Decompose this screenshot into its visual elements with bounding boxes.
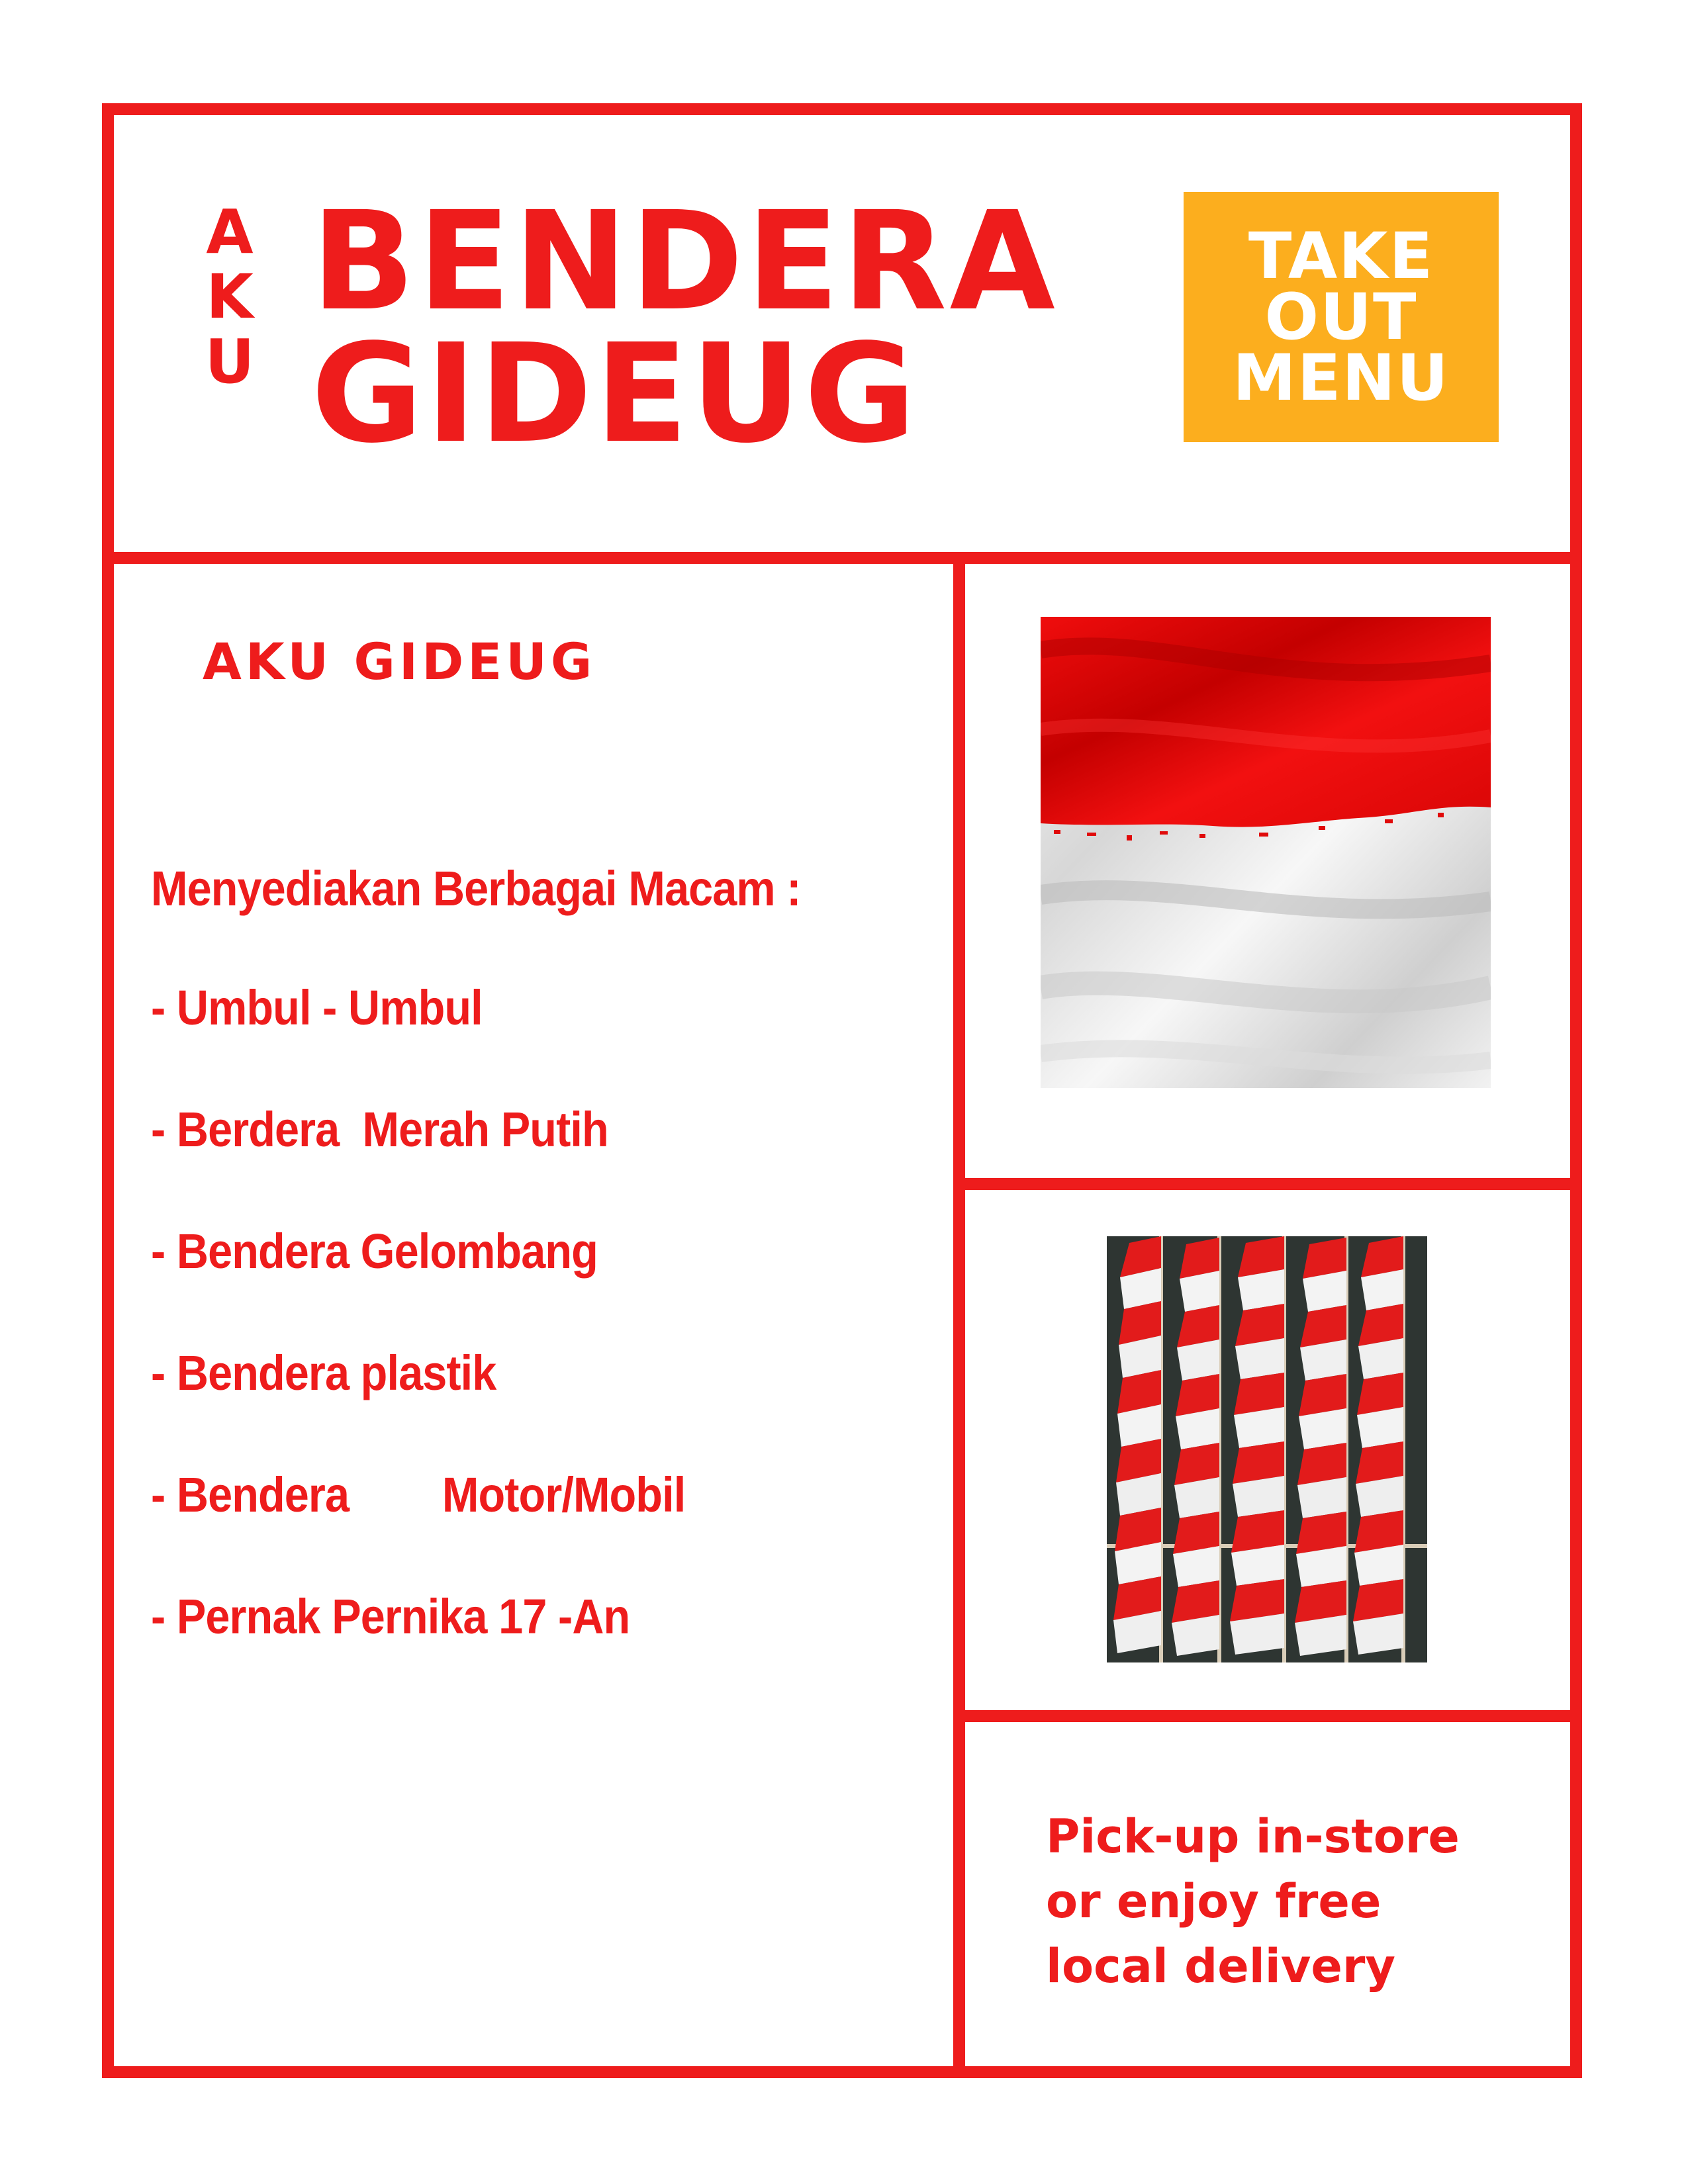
badge-line: OUT: [1264, 280, 1418, 354]
product-list: [151, 860, 873, 1710]
list-item: - Bendera plastik: [151, 1345, 496, 1400]
vertical-letter: K: [206, 261, 254, 332]
badge-line: TAKE: [1248, 219, 1434, 293]
badge-line: MENU: [1233, 341, 1450, 415]
list-item: - Berdera Merah Putih: [151, 1102, 608, 1157]
delivery-line: Pick-up in-store: [1046, 1809, 1460, 1864]
list-item: - Pernak Pernika 17 -An: [151, 1589, 630, 1644]
title-line-1: BENDERA: [311, 182, 1058, 341]
list-intro: Menyediakan Berbagai Macam :: [151, 861, 801, 916]
flag-illustration: [1041, 617, 1491, 1088]
delivery-line: local delivery: [1046, 1939, 1396, 1993]
title-line-2: GIDEUG: [311, 314, 919, 473]
takeout-badge: [1184, 192, 1499, 442]
delivery-note: [1046, 1804, 1523, 1999]
list-item: - Bendera Motor/Mobil: [151, 1467, 686, 1522]
subheading: AKU GIDEUG: [203, 632, 596, 691]
flag-photo: [1041, 617, 1491, 1088]
vertical-letter: A: [206, 197, 254, 267]
list-item: - Umbul - Umbul: [151, 980, 483, 1035]
list-item: - Bendera Gelombang: [151, 1224, 598, 1279]
vertical-letter: U: [205, 326, 255, 397]
flags-rack-illustration: [1107, 1236, 1427, 1662]
flags-rack-photo: [1107, 1236, 1427, 1662]
delivery-line: or enjoy free: [1046, 1874, 1382, 1929]
vertical-word-aku: [205, 197, 255, 397]
